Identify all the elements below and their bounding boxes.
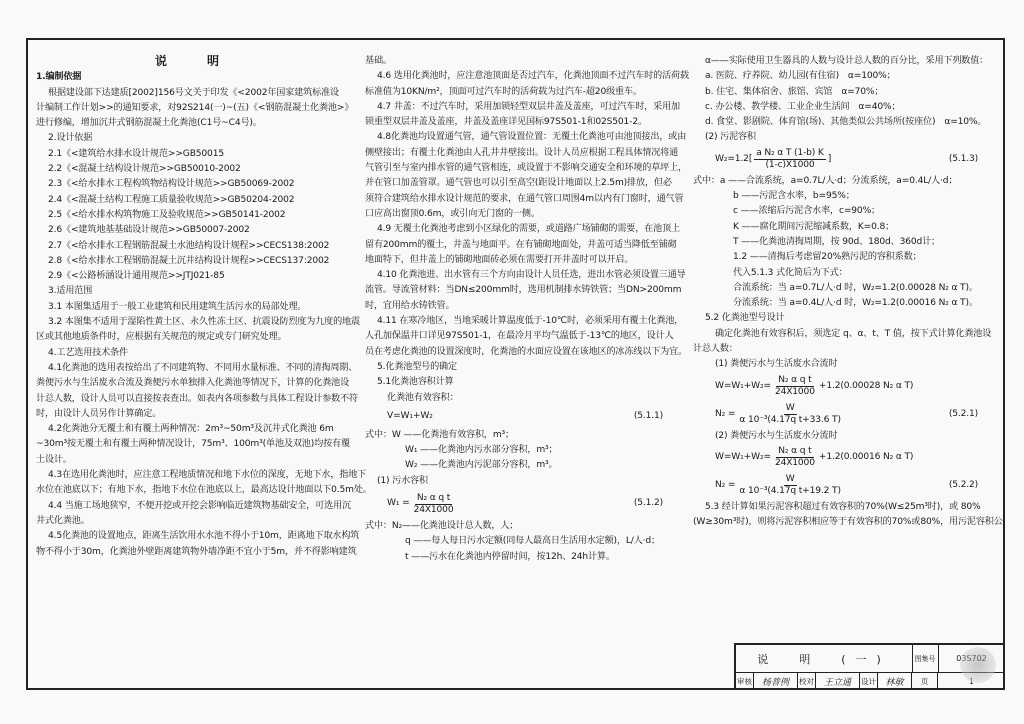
fraction-denominator: 24X1000	[774, 387, 815, 398]
col2-line: 锁重型双层井盖及盖座，井盖及盖座详见国标97S501-1和02S501-2。	[365, 117, 647, 128]
col2b-line: 化粪池有效容积：	[387, 392, 459, 403]
equation-5-2-1	[693, 401, 998, 429]
equation-rhs: ]	[827, 154, 832, 165]
col1-line: 计总人数，设计人员可以直接按表查出。如表内各项参数与具体工程设计参数不符	[36, 393, 358, 404]
col1-line: 2.7《<给水排水工程钢筋混凝土水池结构设计规程>>CECS138:2002	[48, 240, 330, 251]
equation-fraction	[773, 375, 817, 398]
atlas-number: 03S702	[938, 645, 1005, 673]
col2-line: 时，宜用给水铸铁管。	[365, 300, 455, 311]
column-3-definitions	[693, 174, 998, 373]
equation-5-2-1a	[693, 373, 998, 401]
col1-line: 4.2化粪池分无覆土和有覆土两种情况：2m³~50m³及沉井式化粪池 6m	[48, 424, 334, 435]
col2-line: 侧壁接出；有覆土化粪池由人孔井井壁接出。设计人员应根据工程具体情况将通	[365, 147, 679, 158]
column-2-text	[365, 54, 689, 360]
check-label: 校对	[798, 672, 816, 690]
check-signature: 王立通	[816, 672, 860, 690]
col3-line: a. 医院、疗养院、幼儿园(有住宿) α=100%；	[705, 71, 896, 82]
col2-line: 4.7 井盖：不过汽车时，采用加锁轻型双层井盖及盖座，可过汽车时，采用加	[377, 101, 680, 112]
col3b-line: (1) 粪便污水与生活废水合流时	[715, 359, 838, 370]
equation-lhs: N₂ =	[715, 408, 736, 419]
fraction-denominator: 24X1000	[774, 458, 815, 469]
col2-line: 人孔加保温井口详见97S501-1，在最冷月平均气温低于-13℃的地区，设计人	[365, 331, 674, 342]
equation-lhs: V=W₁+W₂	[387, 411, 433, 422]
col2-line: 标准值为10KN/m²，顶面可过汽车时的活荷载为过汽车-超20级重车。	[365, 86, 642, 97]
col1-line: 4.4 当施工场地狭窄，不便开挖或开挖会影响临近建筑物基础安全，可选用沉	[48, 500, 351, 511]
equation-rhs: +1.2(0.00028 N₂ α T)	[818, 380, 914, 391]
equation-number: (5.1.3)	[948, 154, 978, 165]
col2-line: 并在管口加盖管罩。通气管也可以引至高空(距设计地面以上2.5m)排放，但必	[365, 178, 672, 189]
equation-5-1-3	[693, 146, 998, 174]
equation-number: (5.2.2)	[948, 480, 978, 491]
col3b-line: 代入5.1.3 式化简后为下式：	[733, 267, 848, 278]
col1-line: 1.编制依据	[36, 72, 82, 83]
column-3-section-5-3	[693, 500, 1003, 531]
col1-line: 2.6《<建筑地基基础设计规范>>GB50007-2002	[48, 225, 250, 236]
col2d-line: q ——每人每日污水定额(同每人最高日生活用水定额)，L/人·d；	[405, 536, 660, 547]
col1-line: 2.设计依据	[48, 133, 93, 144]
equation-fraction	[737, 474, 843, 497]
col1-line: 粪便污水与生活废水合流及粪便污水单独排入化粪池等情况下，计算的化粪池设	[36, 378, 350, 389]
column-2	[365, 54, 689, 565]
review-signature: 杨普例	[754, 672, 798, 690]
equation-lhs: W₂=1.2[	[715, 154, 753, 165]
col3c-line: (2) 粪便污水与生活废水分流时	[715, 430, 838, 441]
page-title: 说 明	[154, 54, 233, 68]
col2-line: 流管。导流管材料：当DN≤200mm时，选用机制排水铸铁管；当DN>200mm	[365, 285, 682, 296]
col2-line: 须符合建筑给水排水设计规范的要求，在通气管口周围4m以内有门窗时，通气管	[365, 193, 684, 204]
col3b-line: c ——浓缩后污泥含水率，c=90%；	[733, 206, 880, 217]
review-label: 审核	[736, 672, 754, 690]
design-label: 设计	[860, 672, 878, 690]
equation-5-2-2	[693, 472, 998, 500]
col3b-line: 确定化粪池有效容积后，须选定 q、α、t、T 值，按下式计算化粪池设	[715, 328, 992, 339]
equation-5-2-2a	[693, 444, 998, 472]
col1-line: ~30m³按无覆土和有覆土两种情况设计，75m³、100m³(单池及双池)均按有覆	[36, 439, 350, 450]
fraction-numerator: W	[785, 403, 795, 414]
equation-lhs: W=W₁+W₂=	[715, 380, 771, 391]
col3-line: (2) 污泥容积	[705, 132, 756, 143]
seal-stamp	[960, 647, 996, 683]
equation-lhs: W=W₁+W₂=	[715, 452, 771, 463]
column-1	[36, 54, 372, 560]
equation-number: (5.1.2)	[633, 498, 663, 509]
col3b-line: 式中：a ——合流系统，a=0.7L/人·d；分流系统，a=0.4L/人·d；	[693, 175, 958, 186]
col2-line: 4.10 化粪池进、出水管有三个方向由设计人员任选，进出水管必须设置三通导	[377, 270, 686, 281]
fraction-numerator: N₂ α q t	[416, 492, 451, 503]
fraction-numerator: N₂ α q t	[778, 375, 812, 386]
fraction-denominator: 24X1000	[413, 504, 454, 515]
col1-line: 井式化粪池。	[36, 515, 90, 526]
col3-line: b. 住宅、集体宿舍、旅馆、宾馆 α=70%；	[705, 86, 884, 97]
col1-line: 3.2 本图集不适用于湿陷性黄土区、永久性冻土区、抗震设防烈度为九度的地震	[48, 317, 360, 328]
fraction-numerator: N₂ α q t	[778, 446, 812, 457]
equation-5-1-1	[365, 406, 683, 428]
atlas-number-label: 图集号	[912, 645, 939, 673]
col1-line: 4.工艺选用技术条件	[48, 347, 128, 358]
equation-lhs: N₂ =	[715, 480, 736, 491]
col2b-line: 5.1化粪池容积计算	[377, 377, 454, 388]
col1-line: 2.2《<混凝土结构设计规范>>GB50010-2002	[48, 164, 241, 175]
col3b-line: 1.2 ——清掏后考虑留20%熟污泥的容积系数；	[733, 252, 922, 263]
col1-line: 物不得小于30m，化粪池外壁距离建筑物外墙净距不宜小于5m，并不得影响建筑	[36, 546, 357, 557]
col1-line: 进行修编，增加沉井式钢筋混凝土化粪池(C1号~C4号)。	[36, 118, 262, 129]
col2c-line: (1) 污水容积	[377, 475, 428, 486]
col2-line: 4.11 在寒冷地区，当地采暖计算温度低于-10℃时，必须采用有覆土化粪池，	[377, 316, 684, 327]
col3-line: α——实际使用卫生器具的人数与设计总人数的百分比，采用下列数值：	[705, 56, 989, 66]
col1-line: 计编制工作计划>>的通知要求，对92S214(一)~(五)《<钢筋混凝土化粪池>》	[36, 102, 354, 113]
fraction-denominator: α 10⁻³(4.17q t+19.2 T)	[739, 486, 841, 497]
equation-5-1-2	[365, 489, 683, 519]
col3-line: d. 食堂、影剧院、体育馆(场)、其他类似公共场所(按座位) α=10%。	[705, 117, 987, 128]
col3-line: c. 办公楼、教学楼、工业企业生活间 α=40%；	[705, 101, 901, 112]
fraction-denominator: (1-c)X1000	[765, 160, 815, 171]
col3b-line: T ——化粪池清掏周期，按 90d、180d、360d计；	[733, 236, 940, 247]
col1-line: 时，由设计人员另作计算确定。	[36, 408, 162, 419]
col1-line: 3.适用范围	[48, 286, 93, 297]
equation-number: (5.1.1)	[633, 411, 663, 422]
equation-rhs: +1.2(0.00016 N₂ α T)	[818, 452, 914, 463]
col3b-line: b ——污泥含水率，b=95%；	[733, 191, 855, 202]
col3b-line: 计总人数：	[693, 344, 738, 355]
col1-line: 土设计。	[36, 454, 72, 465]
page-number: 1	[969, 676, 974, 686]
col1-line: 4.1化粪池的选用表按给出了不同建筑物、不同用水量标准、不同的清掏周期、	[48, 362, 358, 373]
col1-line: 根据建设部下达建质[2002]156号文关于印发《<2002年国家建筑标准设	[48, 87, 339, 98]
column-3	[693, 54, 1003, 531]
col2c-line: W₁ ——化粪池内污水部分容积，m³；	[405, 445, 558, 456]
equation-fraction	[773, 446, 817, 469]
equation-fraction	[737, 403, 843, 426]
col2d-line: t ——污水在化粪池内停留时间，按12h、24h计算。	[405, 551, 615, 562]
col1-line: 4.5化粪池的设置地点，距离生活饮用水水池不得小于10m，距离地下取水构筑	[48, 531, 360, 542]
column-2-definitions-2	[365, 519, 683, 565]
col1-line: 2.8《<给水排水工程钢筋混凝土沉井结构设计规程>>CECS137:2002	[48, 255, 330, 266]
col2-line: 地面特下，但井盖上的铺砌地面砖必须在需要打开井盖时可以开启。	[365, 254, 634, 265]
equation-lhs: W₁ =	[387, 498, 410, 509]
equation-fraction	[754, 148, 826, 171]
col1-line: 3.1 本图集适用于一般工业建筑和民用建筑生活污水的局部处理。	[48, 301, 307, 312]
column-2-section5	[365, 360, 683, 406]
col2-line: 4.6 选用化粪池时，应注意池顶面是否过汽车，化粪池顶面不过汽车时的活荷载	[377, 71, 689, 82]
col2-line: 口应高出窗顶0.6m，或引向无门窗的一侧。	[365, 208, 540, 219]
col2-line: 员在考虑化粪池的设置深度时，化粪池的水面应设置在该地区的冰冻线以下为宜。	[365, 346, 687, 357]
fraction-numerator: W	[785, 474, 795, 485]
column-3-text	[693, 54, 998, 146]
col2d-line: 式中：N₂——化粪池设计总人数，人；	[365, 521, 519, 532]
col2-line: 4.9 无覆土化粪池考虑到小区绿化的需要，或道路广场铺砌的需要，在池顶上	[377, 224, 680, 235]
col2-line: 气管引至与室内排水管的通气管相连，或设置于不影响交通安全和环境的草坪上，	[365, 163, 687, 174]
fraction-denominator: α 10⁻³(4.17q t+33.6 T)	[739, 415, 841, 426]
col1-line: 2.1《<建筑给水排水设计规范>>GB50015	[48, 148, 224, 159]
page-label: 页	[912, 672, 938, 690]
col2c-line: 式中：W ——化粪池有效容积，m³；	[365, 429, 514, 440]
col1-line: 水位在池底以下；有地下水，指地下水位在池底以上，最高达设计地面以下0.5m处。	[36, 485, 372, 496]
col2-line: 4.8化粪池均设置通气管，通气管设置位置：无覆土化粪池可由池顶接出，或由	[377, 132, 687, 143]
col3b-line: 分流系统：当 a=0.4L/人·d 时，W₂=1.2(0.00016 N₂ α T)。	[733, 298, 978, 309]
col3b-line: 5.2 化粪池型号设计	[705, 313, 785, 324]
col1-line: 2.3《<给水排水工程构筑物结构设计规范>>GB50069-2002	[48, 179, 295, 190]
design-signature: 林敏	[878, 672, 912, 690]
col2-line: 基础。	[365, 56, 392, 66]
col1-line: 2.4《<混凝土结构工程施工质量验收规范>>GB50204-2002	[48, 194, 295, 205]
drawing-name: 说 明 (一)	[736, 645, 913, 673]
col2b-line: 5.化粪池型号的确定	[377, 361, 457, 372]
col1-line: 区或其他地质条件时，应根据有关规范的规定或专门研究处理。	[36, 332, 287, 343]
column-3-section-2	[693, 429, 998, 444]
equation-fraction	[412, 493, 456, 516]
col3d-line: (W≥30m³时)，则将污泥容积相应等于有效容积的70%或80%，用污泥容积公	[693, 517, 1003, 528]
col2c-line: W₂ ——化粪池内污泥部分容积，m³。	[405, 460, 558, 471]
column-2-definitions	[365, 428, 683, 489]
col1-line: 2.9《<公路桥涵设计通用规范>>JTJ021-85	[48, 271, 225, 282]
fraction-numerator: a N₂ α T (1-b) K	[756, 148, 824, 159]
col3d-line: 5.3 经计算如果污泥容积超过有效容积的70%(W≤25m³时)，或 80%	[705, 501, 981, 512]
equation-number: (5.2.1)	[948, 408, 978, 419]
col1-line: 4.3在选用化粪池时，应注意工程地质情况和地下水位的深度，无地下水，指地下	[48, 470, 367, 481]
col3b-line: K ——腐化期间污泥缩减系数，K=0.8；	[733, 221, 895, 232]
col1-line: 2.5《<给水排水构筑物施工及验收规范>>GB50141-2002	[48, 209, 286, 220]
col3b-line: 合流系统：当 a=0.7L/人·d 时，W₂=1.2(0.00028 N₂ α T)。	[733, 282, 978, 293]
column-1-text	[36, 70, 372, 560]
col2-line: 留有200mm的覆土，井盖与地面平。在有铺砌地面处，井盖可适当降低至铺砌	[365, 239, 677, 250]
